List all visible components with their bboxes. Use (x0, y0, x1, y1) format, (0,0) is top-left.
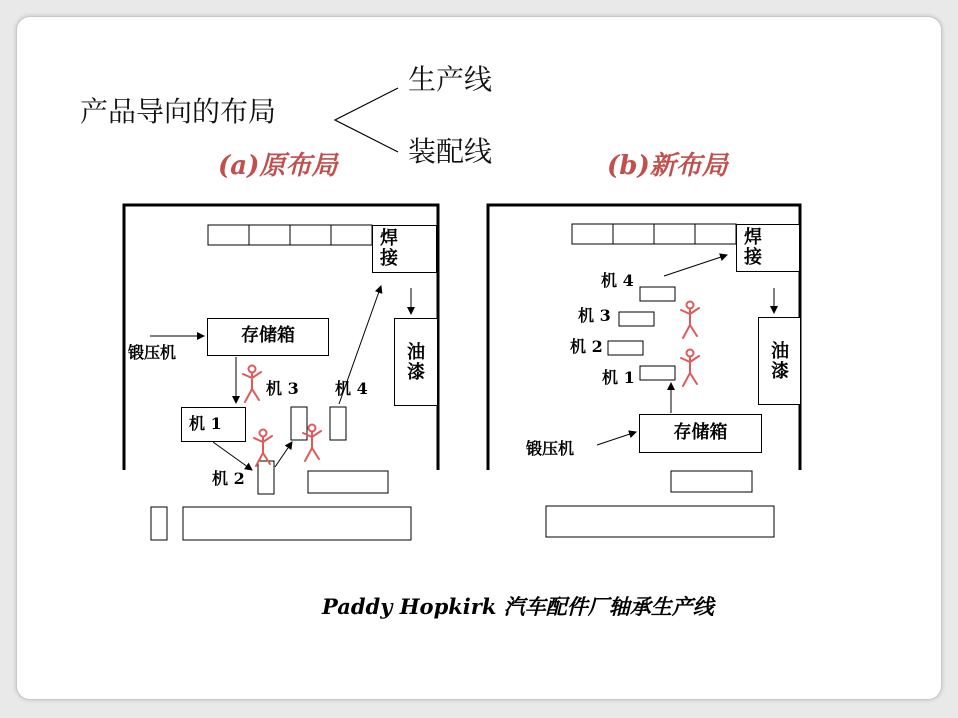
layout-b-station-machine3 (619, 312, 654, 326)
layout-b-bench (671, 471, 752, 492)
layout-b-painting-label: 油漆 (771, 341, 789, 382)
layout-b-long-bench (546, 506, 774, 537)
worker-figure-icon (681, 302, 699, 339)
branch-production-line: 生产线 (408, 63, 493, 96)
layout-a-painting-label: 油漆 (407, 342, 425, 383)
layout-b-forging-label: 锻压机 (526, 439, 575, 458)
layout-a-storage-label: 存储箱 (241, 325, 295, 346)
layout-b-station-machine4 (640, 287, 675, 301)
layout-b-station-machine2 (608, 341, 643, 355)
layout-a-machine3-label: 机 3 (266, 379, 299, 398)
layout-b-machine2-label: 机 2 (570, 337, 603, 356)
layout-b-machine3-label: 机 3 (578, 306, 611, 325)
layout-a-machine1-label: 机 1 (189, 414, 222, 433)
worker-figure-icon (681, 350, 699, 387)
layout-b-machine4-label: 机 4 (601, 271, 634, 290)
layout-a-forging-label: 锻压机 (128, 343, 177, 362)
branch-assembly-line: 装配线 (408, 135, 493, 168)
subtitle-new-layout: (b)新布局 (607, 151, 728, 181)
layout-b-arrow-forging-storage (597, 432, 636, 445)
layout-b-storage-label: 存储箱 (673, 422, 728, 443)
layout-b-station-machine1 (640, 366, 675, 380)
layout-b-arrow-m4-welding (664, 255, 727, 276)
caption: Paddy Hopkirk 汽车配件厂轴承生产线 (322, 594, 714, 619)
layout-b-machine1-label: 机 1 (602, 368, 635, 387)
layout-a-machine2-label: 机 2 (212, 469, 245, 488)
layout-a-machine4-label: 机 4 (335, 379, 368, 398)
layout-b-welding-label: 焊接 (744, 227, 762, 268)
layout-b-conveyor (572, 224, 736, 244)
subtitle-original-layout: (a)原布局 (218, 151, 338, 181)
page-title: 产品导向的布局 (80, 95, 277, 128)
layout-a-welding-label: 焊接 (380, 228, 398, 269)
